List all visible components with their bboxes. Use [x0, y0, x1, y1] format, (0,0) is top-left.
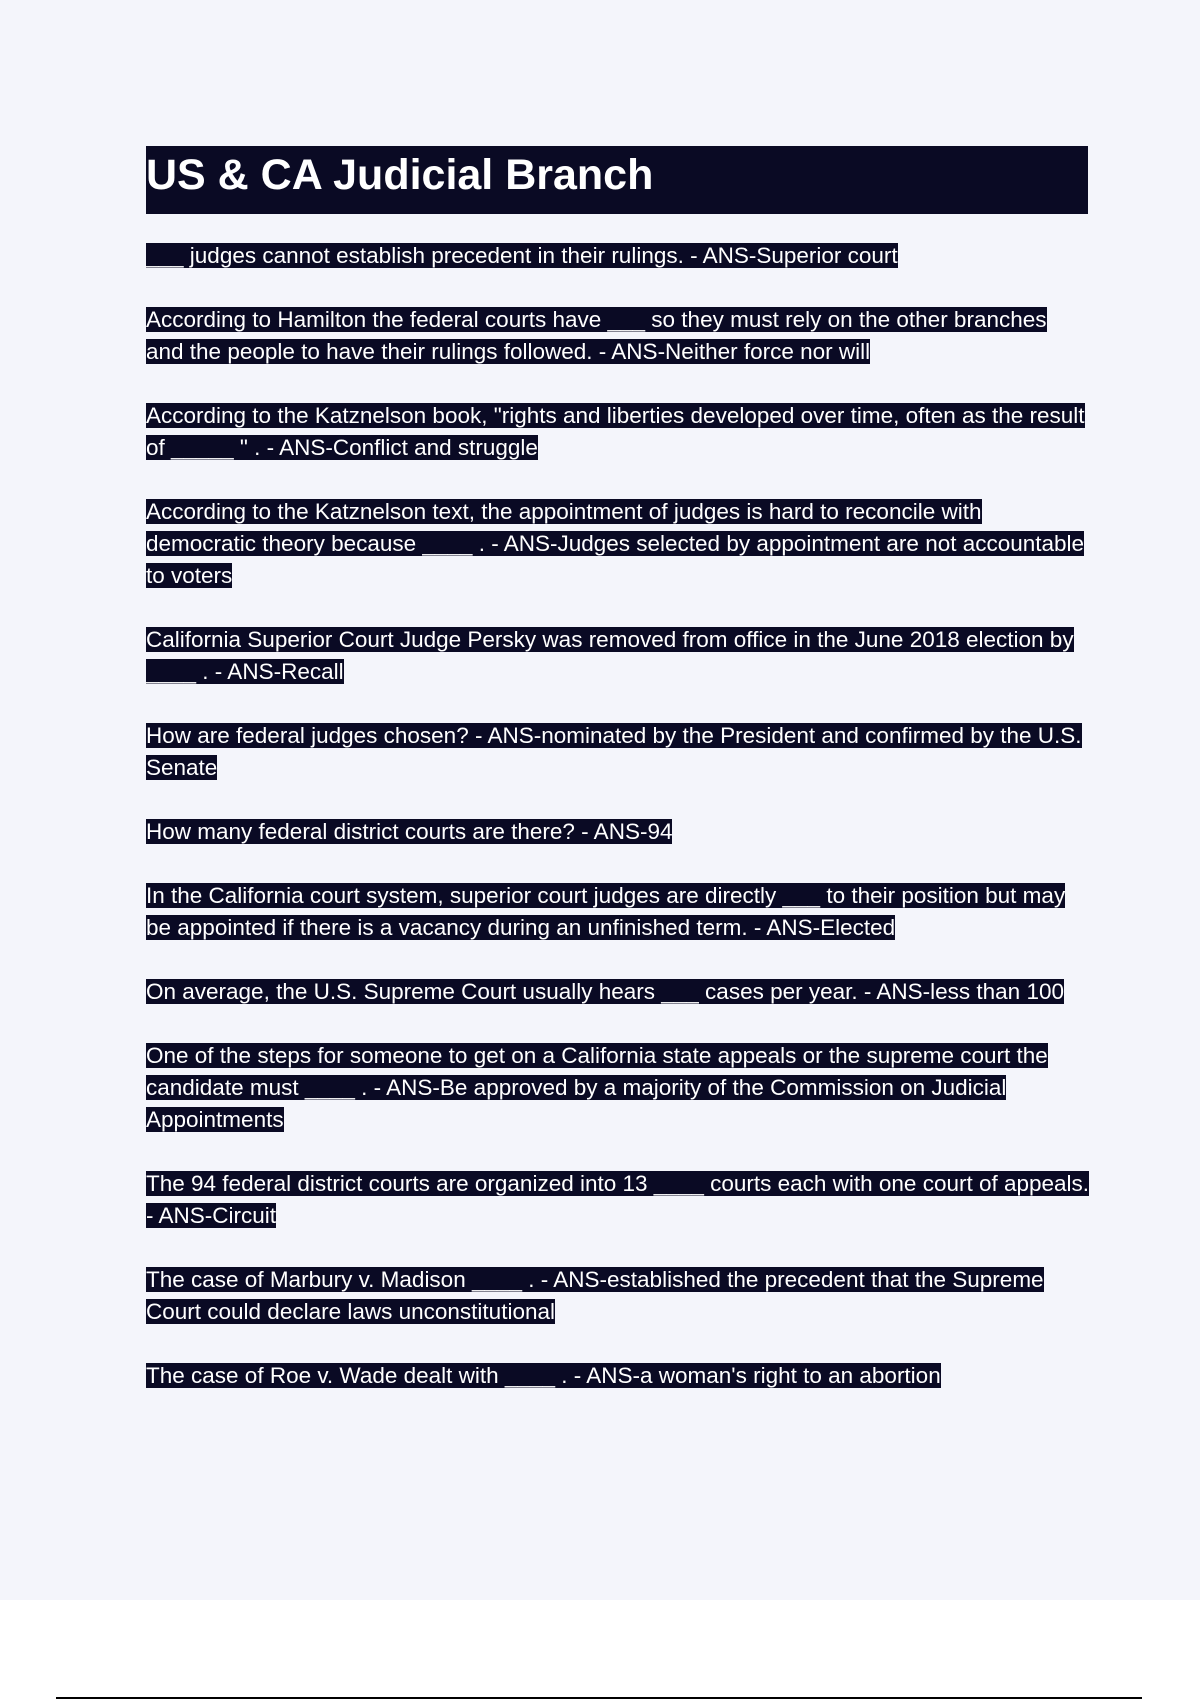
- title-banner: [146, 146, 1088, 214]
- qa-text: How are federal judges chosen? - ANS-nominated by the President and confirmed by the U.S. Senate: [146, 723, 1082, 780]
- qa-item: [146, 816, 1090, 848]
- qa-text: California Superior Court Judge Persky was removed from office in the June 2018 election by ____ . - ANS-Recall: [146, 627, 1074, 684]
- qa-item: [146, 400, 1090, 464]
- qa-text: One of the steps for someone to get on a California state appeals or the supreme court the candidate must ____ . - ANS-Be approved by a majority of the Commission on Judicial Appointments: [146, 1043, 1048, 1132]
- qa-item: [146, 880, 1090, 944]
- qa-item: [146, 1168, 1090, 1232]
- qa-text: ___ judges cannot establish precedent in their rulings. - ANS-Superior court: [146, 243, 898, 268]
- qa-text: According to the Katznelson text, the appointment of judges is hard to reconcile with democratic theory because ____ . - ANS-Judges selected by appointment are not accountable to voters: [146, 499, 1085, 588]
- qa-item: [146, 1040, 1090, 1136]
- qa-text: In the California court system, superior court judges are directly ___ to their position but may be appointed if there is a vacancy during an unfinished term. - ANS-Elected: [146, 883, 1066, 940]
- qa-text: According to the Katznelson book, "rights and liberties developed over time, often as the result of _____ " . - ANS-Conflict and struggle: [146, 403, 1085, 460]
- qa-item: [146, 976, 1090, 1008]
- qa-text: On average, the U.S. Supreme Court usually hears ___ cases per year. - ANS-less than 100: [146, 979, 1064, 1004]
- qa-item: [146, 720, 1090, 784]
- qa-item: [146, 240, 1090, 272]
- qa-text: The case of Roe v. Wade dealt with ____ . - ANS-a woman's right to an abortion: [146, 1363, 941, 1388]
- qa-text: The 94 federal district courts are organized into 13 ____ courts each with one court of appeals. - ANS-Circuit: [146, 1171, 1090, 1228]
- qa-item: [146, 1264, 1090, 1328]
- qa-text: The case of Marbury v. Madison ____ . - ANS-established the precedent that the Supreme Court could declare laws unconstitutional: [146, 1267, 1044, 1324]
- qa-text: According to Hamilton the federal courts have ___ so they must rely on the other branches and the people to have their rulings followed. - ANS-Neither force nor will: [146, 307, 1047, 364]
- qa-list: [146, 240, 1090, 1424]
- page-divider: [56, 1697, 1142, 1699]
- qa-item: [146, 496, 1090, 592]
- qa-item: [146, 1360, 1090, 1392]
- qa-item: [146, 624, 1090, 688]
- qa-text: How many federal district courts are there? - ANS-94: [146, 819, 673, 844]
- qa-item: [146, 304, 1090, 368]
- page-title: US & CA Judicial Branch: [146, 151, 654, 199]
